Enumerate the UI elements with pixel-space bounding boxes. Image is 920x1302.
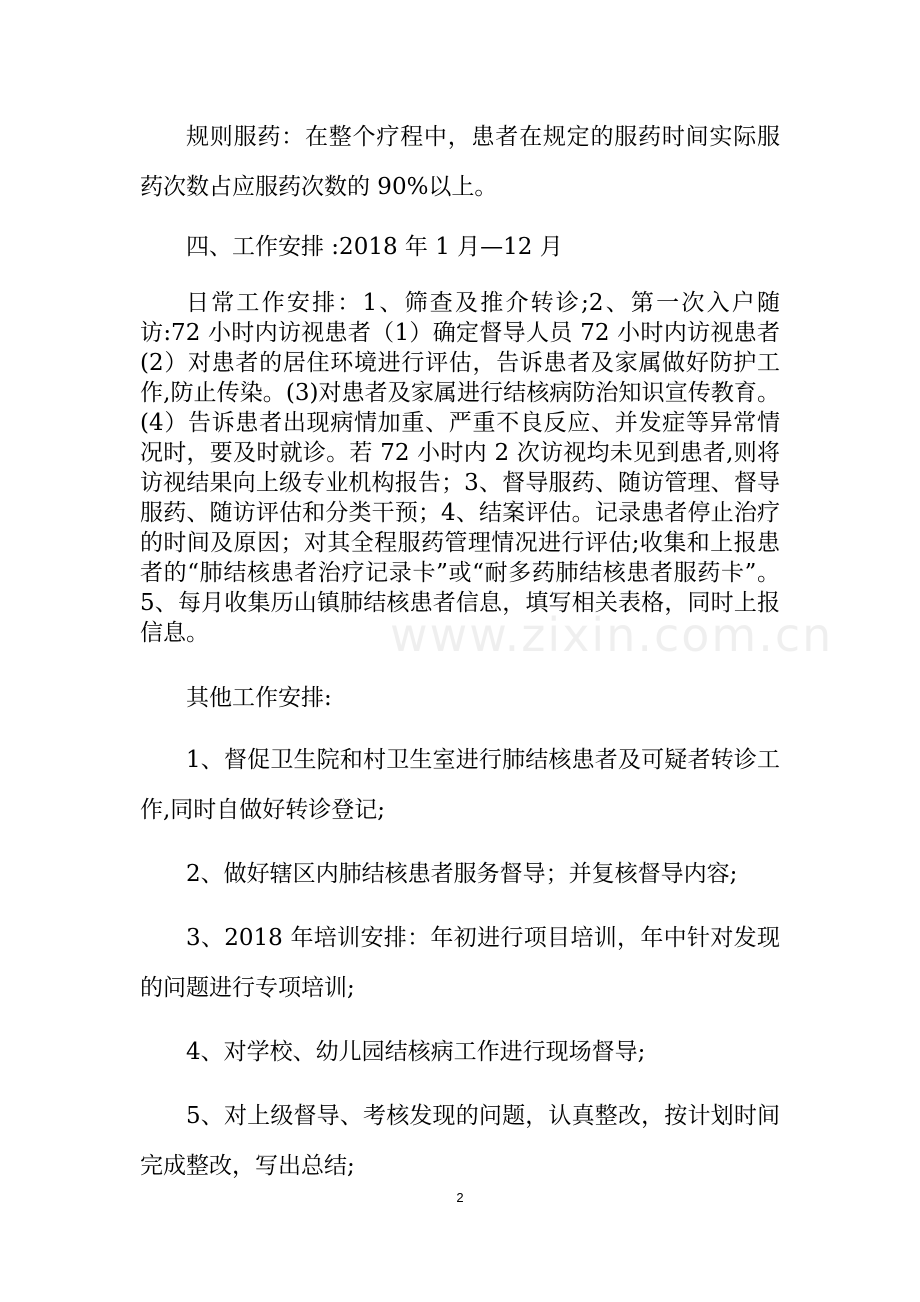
other-work-heading: 其他工作安排: bbox=[186, 685, 332, 711]
page-number: 2 bbox=[456, 1190, 464, 1205]
list-item-5: 5、对上级督导、考核发现的问题，认真整改，按计划时间完成整改，写出总结; bbox=[140, 1103, 780, 1179]
watermark: www.zixin.com.cn bbox=[390, 608, 834, 662]
list-item-1: 1、督促卫生院和村卫生室进行肺结核患者及可疑者转诊工作,同时自做好转诊登记; bbox=[140, 747, 780, 823]
paragraph-daily-work: 日常工作安排：1、筛查及推介转诊;2、第一次入户随访:72 小时内访视患者（1）确定督导人员 72 小时内访视患者(2）对患者的居住环境进行评估，告诉患者及家属做好防护工作,防止传染。(3)对患者及家属进行结核病防治知识宣传教育。(4）告诉患者出现病情加重、严重不良反应、并发症等异常情况时，要及时就诊。若 72 小时内 2 次访视均未见到患者,则将访视结果向上级专业机构报告；3、督导服药、随访管理、督导服药、随访评估和分类干预；4、结案评估。记录患者停止治疗的时间及原因；对其全程服药管理情况进行评估;收集和上报患者的“肺结核患者治疗记录卡”或“耐多药肺结核患者服药卡”。5、每月收集历山镇肺结核患者信息，填写相关表格，同时上报信息。 bbox=[140, 290, 780, 646]
section-heading-work-schedule: 四、工作安排 :2018 年 1 月—12 月 bbox=[186, 234, 563, 260]
list-item-2: 2、做好辖区内肺结核患者服务督导；并复核督导内容; bbox=[186, 861, 738, 887]
list-item-4: 4、对学校、幼儿园结核病工作进行现场督导; bbox=[186, 1039, 646, 1065]
list-item-3: 3、2018 年培训安排：年初进行项目培训，年中针对发现的问题进行专项培训; bbox=[140, 925, 780, 1001]
paragraph-regular-medication: 规则服药：在整个疗程中，患者在规定的服药时间实际服药次数占应服药次数的 90%以上。 bbox=[140, 124, 780, 200]
